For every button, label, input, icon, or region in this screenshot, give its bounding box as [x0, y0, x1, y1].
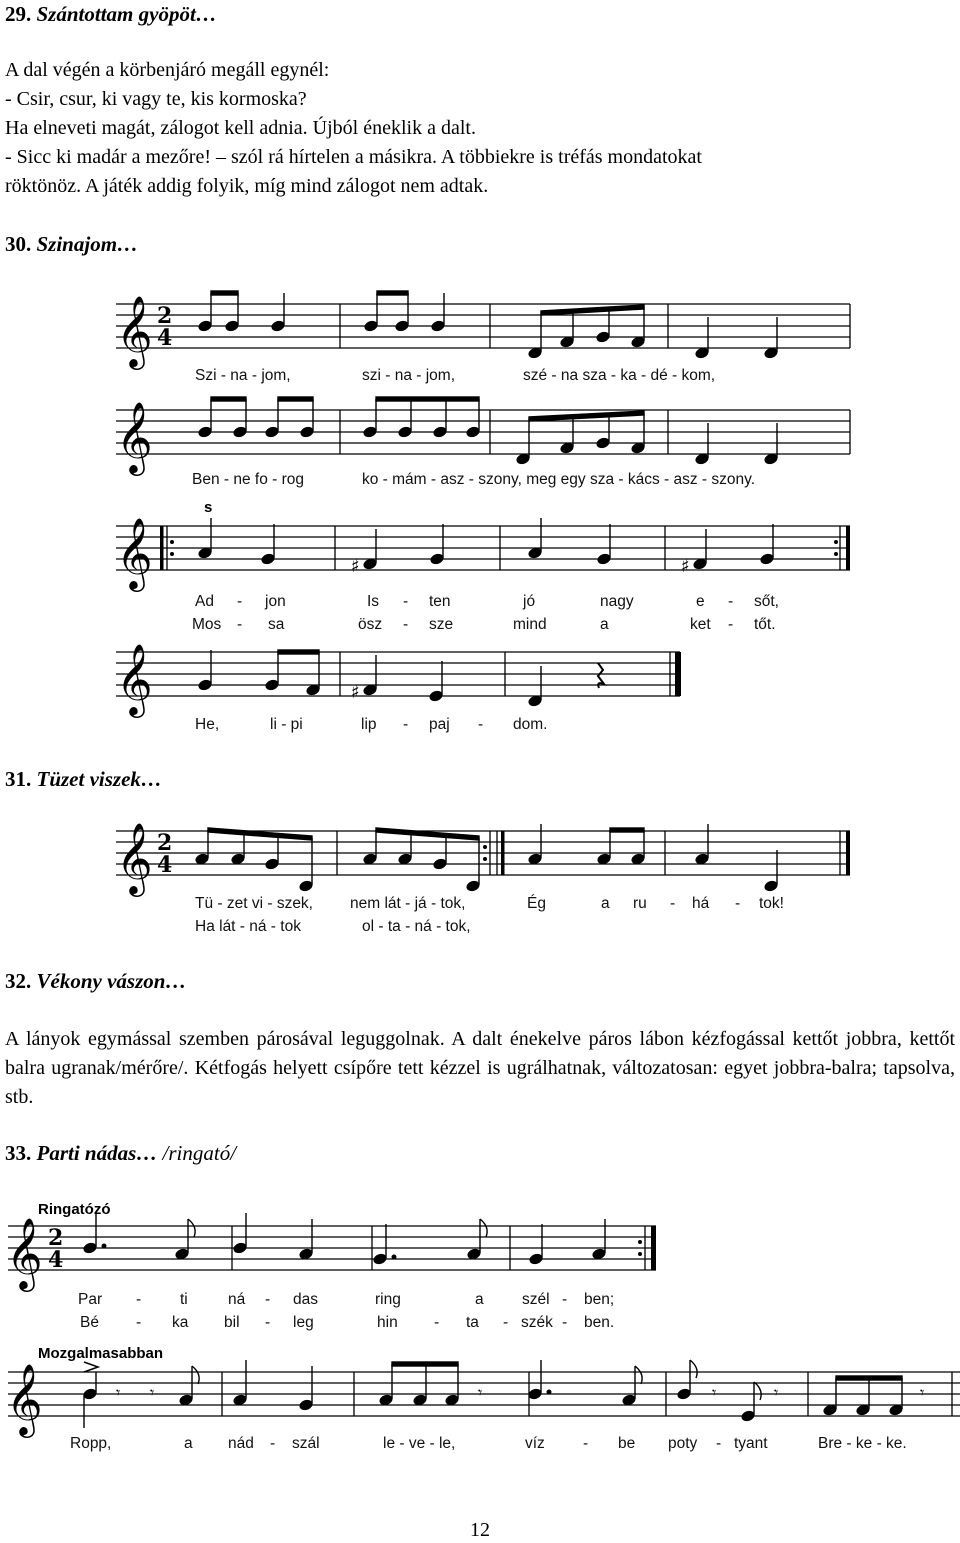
lyric-text: das — [293, 1291, 318, 1308]
lyric-text: be — [618, 1435, 636, 1452]
treble-clef-icon: 𝄞 — [116, 400, 153, 473]
lyric-text: ring — [375, 1291, 401, 1308]
section-number: 33. — [5, 1141, 32, 1165]
lyric-text: ket — [690, 616, 711, 633]
eighth-rest-icon: 𝄾 — [478, 1383, 483, 1402]
treble-clef-icon: 𝄞 — [116, 642, 153, 715]
lyric-text: li - pi — [270, 716, 303, 733]
lyric-text: - — [670, 895, 676, 912]
section-32-heading — [5, 969, 186, 994]
lyric-text: víz — [525, 1435, 545, 1452]
lyric-text: Ad — [195, 593, 214, 610]
section-number: 30. — [5, 232, 32, 256]
section-30-heading — [5, 232, 138, 257]
lyric-text: a — [601, 895, 610, 912]
notes-staff-33a — [83, 1213, 606, 1265]
text-line: - Csir, csur, ki vagy te, kis kormoska? — [5, 88, 307, 110]
time-signature-top: 2 — [157, 830, 173, 856]
lyric-text: bil — [224, 1314, 240, 1331]
lyric-text: - — [562, 1314, 568, 1331]
lyric-text: ta — [466, 1314, 479, 1331]
lyric-text: a — [600, 616, 609, 633]
lyric-text: - — [237, 616, 243, 633]
lyric-text: - — [562, 1291, 568, 1308]
notes-staff-1 — [198, 291, 778, 359]
lyric-text: ná — [228, 1291, 246, 1308]
treble-clef-icon: 𝄞 — [116, 516, 153, 589]
lyric-text: ti — [180, 1291, 188, 1308]
lyric-text: le - ve - le, — [383, 1435, 456, 1452]
lyric-text: Is — [367, 593, 380, 610]
lyric-text: Ha lát - ná - tok — [195, 918, 301, 935]
lyric-text: - — [728, 593, 734, 610]
lyric-text: - — [403, 593, 409, 610]
lyric-text: Ropp, — [70, 1435, 112, 1452]
tempo-marking: Mozgalmasabban — [38, 1345, 164, 1362]
section-number: 29. — [5, 2, 32, 26]
lyric-text: Ég — [527, 895, 546, 912]
lyric-text: - — [583, 1435, 589, 1452]
lyric-text: sőt, — [754, 593, 779, 610]
eighth-rest-icon: 𝄾 — [712, 1383, 717, 1402]
lyric-text: ru — [633, 895, 647, 912]
lyric-text: szék — [521, 1314, 553, 1331]
section-title: Szántottam gyöpöt… — [36, 2, 217, 26]
treble-clef-icon: 𝄞 — [6, 1216, 43, 1289]
eighth-rest-icon: 𝄾 — [774, 1383, 779, 1402]
lyric-text: - — [403, 616, 409, 633]
lyric-text: leg — [293, 1314, 314, 1331]
lyric-text: He, — [195, 716, 220, 733]
section-title: Vékony vászon… — [36, 969, 187, 993]
lyric-text: lip — [361, 716, 377, 733]
section-title: Parti nádas… — [36, 1141, 158, 1165]
lyric-text: Bre - ke - ke. — [818, 1435, 907, 1452]
lyric-text: - — [434, 1314, 440, 1331]
lyric-text: Tü - zet vi - szek, — [195, 895, 313, 912]
lyric-text: tok! — [759, 895, 784, 912]
lyric-text: ben; — [584, 1291, 615, 1308]
lyric-text: tyant — [734, 1435, 768, 1452]
lyric-text: sze — [429, 616, 454, 633]
section-29-heading — [5, 2, 217, 27]
lyric-text: szi - na - jom, — [362, 367, 456, 384]
section-title: Tüzet viszek… — [36, 767, 162, 791]
section-32-paragraph: A lányok egymással szemben párosával leguggolnak. A dalt énekelve páros lábon kézfogással kettőt jobbra, kettőt balra ugranak/mérőre/. Kétfogás helyett csípőre tett kézzel is ugrálhatnak, változatosan: egyet jobbra-balra; tapsolva, stb. — [5, 1028, 955, 1108]
quarter-rest-icon — [598, 663, 604, 688]
lyric-text: ka — [172, 1314, 189, 1331]
section-31-score — [0, 815, 960, 945]
lyric-text: Szi - na - jom, — [195, 367, 291, 384]
lyric-text: - — [136, 1314, 142, 1331]
lyric-text: szé - na sza - ka - dé - kom, — [523, 367, 716, 384]
lyric-text: jon — [265, 593, 286, 610]
lyric-text: nem lát - já - tok, — [350, 895, 466, 912]
lyric-text: Bé — [80, 1314, 99, 1331]
section-33-score — [0, 1190, 960, 1470]
lyric-text: ösz — [358, 616, 383, 633]
page-number: 12 — [470, 1519, 490, 1541]
eighth-rest-icon: 𝄾 — [150, 1383, 155, 1402]
tempo-marking: Ringatózó — [38, 1201, 111, 1218]
lyric-text: nád — [228, 1435, 254, 1452]
section-31-heading — [5, 767, 162, 792]
lyric-text: hin — [377, 1314, 398, 1331]
text-line: röktönöz. A játék addig folyik, míg mind zálogot nem adtak. — [5, 175, 489, 197]
lyric-text: ben. — [584, 1314, 615, 1331]
lyric-text: - — [265, 1314, 271, 1331]
lyric-text: - — [735, 895, 741, 912]
lyric-text: Ben - ne fo - rog — [192, 471, 305, 488]
text-line: Ha elneveti magát, zálogot kell adnia. Újból éneklik a dalt. — [5, 117, 476, 139]
lyric-text: e — [696, 593, 705, 610]
lyric-text: - — [716, 1435, 722, 1452]
sharp-icon: ♯ — [681, 556, 690, 577]
time-signature-top: 2 — [157, 303, 173, 329]
lyric-text: - — [237, 593, 243, 610]
time-signature-bottom: 4 — [48, 1247, 64, 1273]
time-signature-top: 2 — [48, 1225, 64, 1251]
lyric-text: Mos — [192, 616, 222, 633]
sharp-icon: ♯ — [351, 682, 360, 703]
notes-staff-2 — [198, 397, 778, 465]
section-33-heading — [5, 1141, 236, 1166]
lyric-text: - — [265, 1291, 271, 1308]
lyric-text: sa — [268, 616, 285, 633]
lyric-text: jó — [523, 593, 536, 610]
eighth-rest-icon: 𝄾 — [116, 1383, 121, 1402]
lyric-text: - — [728, 616, 734, 633]
text-line: A dal végén a körbenjáró megáll egynél: — [5, 59, 330, 81]
section-number: 32. — [5, 969, 32, 993]
treble-clef-icon: 𝄞 — [6, 1362, 43, 1435]
lyric-text: poty — [668, 1435, 698, 1452]
section-title: Szinajom… — [36, 232, 139, 256]
time-signature-bottom: 4 — [157, 325, 173, 351]
section-29-text — [5, 56, 702, 201]
lyric-text: paj — [429, 716, 450, 733]
lyric-text: ten — [429, 593, 451, 610]
lyric-text: - — [136, 1291, 142, 1308]
notes-staff-4 — [198, 650, 542, 707]
treble-clef-icon: 𝄞 — [116, 821, 153, 894]
eighth-rest-icon: 𝄾 — [920, 1383, 925, 1402]
lyric-text: - — [503, 1314, 509, 1331]
section-subtitle: /ringató/ — [162, 1141, 237, 1165]
section-number: 31. — [5, 767, 32, 791]
sharp-icon: ♯ — [351, 556, 360, 577]
lyric-text: ko - mám - asz - szony, meg egy sza - kács - asz - szony. — [362, 471, 756, 488]
section-30-score — [0, 280, 960, 740]
time-signature-bottom: 4 — [157, 852, 173, 878]
lyric-text: Par — [78, 1291, 103, 1308]
lyric-text: a — [184, 1435, 193, 1452]
lyric-text: szél — [522, 1291, 550, 1308]
accent-mark — [84, 1362, 98, 1372]
treble-clef-icon: 𝄞 — [116, 294, 153, 367]
lyric-text: szál — [292, 1435, 320, 1452]
lyric-text: - — [478, 716, 484, 733]
lyric-text: a — [475, 1291, 484, 1308]
lyric-text: dom. — [513, 716, 548, 733]
text-line: - Sicc ki madár a mezőre! – szól rá hírtelen a másikra. A többiekre is tréfás mondatokat — [5, 146, 702, 168]
lyric-text: há — [692, 895, 710, 912]
lyric-text: tőt. — [754, 616, 776, 633]
lyric-text: nagy — [600, 593, 634, 610]
lyric-text: mind — [513, 616, 547, 633]
lyric-text: - — [403, 716, 409, 733]
segno-mark: s — [204, 499, 213, 516]
lyric-text: ol - ta - ná - tok, — [362, 918, 471, 935]
lyric-text: - — [270, 1435, 276, 1452]
